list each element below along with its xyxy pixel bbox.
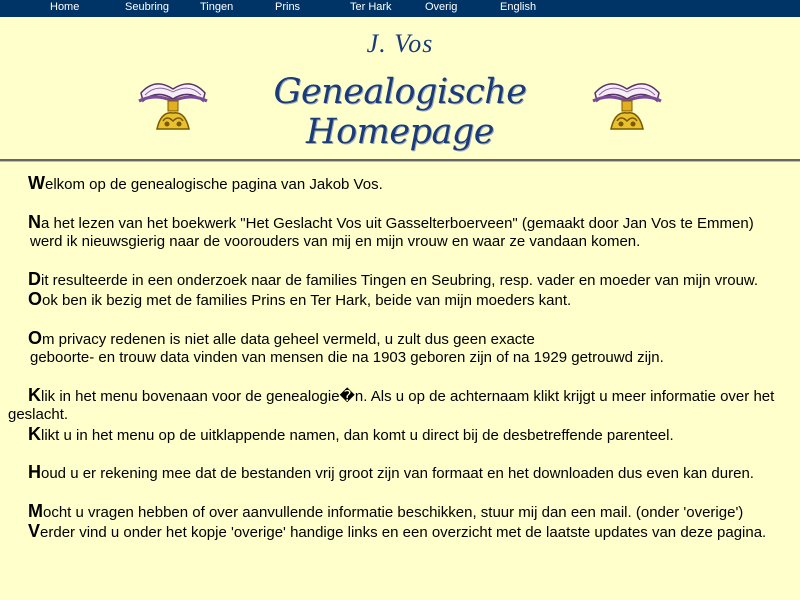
- drop-capital: D: [28, 268, 41, 289]
- paragraph-text: elkom op de genealogische pagina van Jakob Vos.: [45, 176, 383, 193]
- text-line: [8, 502, 794, 523]
- paragraph-menu-help: [8, 386, 794, 446]
- drop-capital: K: [28, 423, 41, 444]
- drop-capital: H: [28, 462, 41, 482]
- paragraph-privacy: [8, 329, 794, 368]
- drop-capital: K: [28, 384, 41, 405]
- paragraph-text: werd ik nieuwsgierig naar de voorouders van mij en mijn vrouw en waar ze vandaan komen.: [30, 233, 641, 250]
- nav-link-overig[interactable]: Overig: [425, 1, 458, 13]
- drop-capital: N: [28, 211, 41, 232]
- paragraph-text: likt u in het menu op de uitklappende namen, dan komt u direct bij de desbetreffende parenteel.: [41, 426, 674, 444]
- drop-capital: W: [28, 173, 45, 193]
- text-line: [8, 329, 794, 350]
- top-navigation-bar: [0, 0, 800, 17]
- text-line: [8, 270, 794, 291]
- paragraph-welcome: [8, 174, 794, 195]
- welcome-content: [8, 174, 794, 561]
- paragraph-text: ok ben ik bezig met de families Prins en Ter Hark, beide van mijn moeders kant.: [42, 292, 572, 309]
- paragraph-text: m privacy redenen is niet alle data geheel vermeld, u zult dus geen exacte: [42, 330, 535, 348]
- nav-link-home[interactable]: Home: [50, 1, 80, 13]
- text-line: [8, 174, 794, 195]
- text-line: [8, 425, 794, 446]
- nav-link-tingen[interactable]: Tingen: [200, 1, 234, 13]
- book-on-lectern-icon: [591, 71, 663, 133]
- paragraph-text: geboorte- en trouw data vinden van mensen die na 1903 geboren zijn of na 1929 getrouwd zijn.: [30, 349, 664, 366]
- paragraph-research: [8, 270, 794, 311]
- nav-link-ter-hark[interactable]: Ter Hark: [350, 1, 392, 13]
- site-title: Genealogische Homepage: [273, 72, 527, 152]
- text-line: [8, 386, 794, 425]
- site-author: J. Vos: [366, 29, 434, 58]
- text-line: [8, 290, 794, 311]
- drop-capital: O: [28, 289, 43, 309]
- nav-link-seubring[interactable]: Seubring: [125, 1, 170, 13]
- paragraph-text: it resulteerde in een onderzoek naar de families Tingen en Seubring, resp. vader en moeder van mijn vrouw.: [41, 271, 759, 289]
- text-line: [8, 522, 794, 543]
- text-line: [8, 463, 794, 484]
- text-line: [8, 213, 794, 234]
- site-header: [0, 17, 800, 159]
- book-on-lectern-icon: [137, 71, 209, 133]
- nav-link-english[interactable]: English: [500, 1, 537, 13]
- drop-capital: O: [28, 327, 43, 348]
- nav-link-prins[interactable]: Prins: [275, 1, 301, 13]
- paragraph-contact: [8, 502, 794, 543]
- paragraph-origin: [8, 213, 794, 252]
- paragraph-text: ocht u vragen hebben of over aanvullende informatie beschikken, stuur mij dan een mail. (onder 'overige'): [43, 503, 744, 521]
- paragraph-download-note: [8, 463, 794, 484]
- paragraph-text: lik in het menu bovenaan voor de genealogie�n. Als u op de achternaam klikt krijgt u meer informatie over het geslacht.: [8, 387, 775, 423]
- drop-capital: V: [28, 521, 41, 541]
- header-divider: [0, 159, 800, 162]
- drop-capital: M: [28, 500, 43, 521]
- paragraph-text: erder vind u onder het kopje 'overige' handige links en een overzicht met de laatste updates van deze pagina.: [40, 524, 767, 541]
- paragraph-text: a het lezen van het boekwerk "Het Geslacht Vos uit Gasselterboerveen" (gemaakt door Jan Vos te Emmen): [41, 214, 754, 232]
- paragraph-text: oud u er rekening mee dat de bestanden vrij groot zijn van formaat en het downloaden dus even kan duren.: [41, 465, 754, 482]
